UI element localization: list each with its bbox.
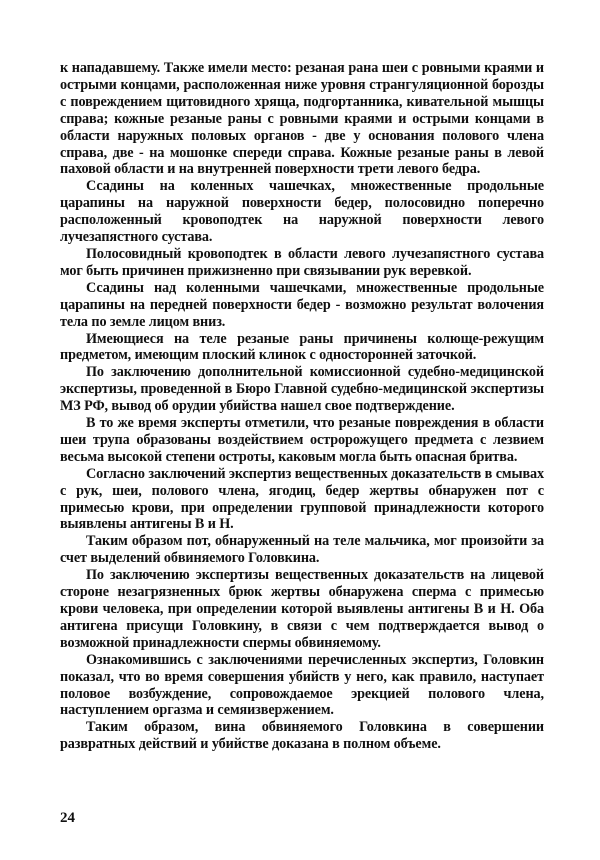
paragraph: Полосовидный кровоподтек в области левого лучезапястного сустава мог быть причинен прижизненно при связывании рук веревкой. <box>60 245 544 279</box>
body-text <box>60 60 544 753</box>
paragraph: Согласно заключений экспертиз вещественных доказательств в смывах с рук, шеи, полового члена, ягодиц, бедер жертвы обнаружен пот с примесью крови, при определении групповой принадлежности которого выявлены антигены В и Н. <box>60 465 544 533</box>
paragraph: Таким образом пот, обнаруженный на теле мальчика, мог произойти за счет выделений обвиняемого Головкина. <box>60 533 544 567</box>
paragraph: В то же время эксперты отметили, что резаные повреждения в области шеи трупа образованы воздействием остророжущего предмета с лезвием весьма высокой степени остроты, каковым могла быть опасная бритва. <box>60 415 544 465</box>
paragraph: Имеющиеся на теле резаные раны причинены колюще-режущим предметом, имеющим плоский клинок с односторонней заточкой. <box>60 330 544 364</box>
page-number: 24 <box>60 810 75 826</box>
paragraph: Таким образом, вина обвиняемого Головкина в совершении развратных действий и убийстве доказана в полном объеме. <box>60 719 544 753</box>
paragraph-continuation: к нападавшему. Также имели место: резаная рана шеи с ровными краями и острыми концами, расположенная ниже уровня странгуляционной борозды с повреждением щитовидного хряща, подгортанника, кивательной мышцы справа; кожные резаные раны с ровными краями и острыми концами в области наружных половых органов - две у основания полового члена справа, две - на мошонке спереди справа. Кожные резаные раны в левой паховой области и на внутренней поверхности трети левого бедра. <box>60 60 544 178</box>
paragraph: По заключению дополнительной комиссионной судебно-медицинской экспертизы, проведенной в Бюро Главной судебно-медицинской экспертизы МЗ РФ, вывод об орудии убийства нашел свое подтверждение. <box>60 364 544 415</box>
paragraph: Ссадины на коленных чашечках, множественные продольные царапины на наружной поверхности бедер, полосовидно поперечно расположенный кровоподтек на наружной поверхности левого лучезапястного сустава. <box>60 178 544 246</box>
paragraph: Ознакомившись с заключениями перечисленных экспертиз, Головкин показал, что во время совершения убийств у него, как правило, наступает половое возбуждение, сопровождаемое эрекцией полового члена, наступлением оргазма и семяизвержением. <box>60 651 544 719</box>
paragraph: По заключению экспертизы вещественных доказательств на лицевой стороне незагрязненных брюк жертвы обнаружена сперма с примесью крови человека, при определении которой выявлены антигены В и Н. Оба антигена присущи Головкину, в связи с чем подтверждается вывод о возможной принадлежности спермы обвиняемому. <box>60 567 544 651</box>
paragraph: Ссадины над коленными чашечками, множественные продольные царапины на передней поверхности бедер - возможно результат волочения тела по земле лицом вниз. <box>60 279 544 330</box>
